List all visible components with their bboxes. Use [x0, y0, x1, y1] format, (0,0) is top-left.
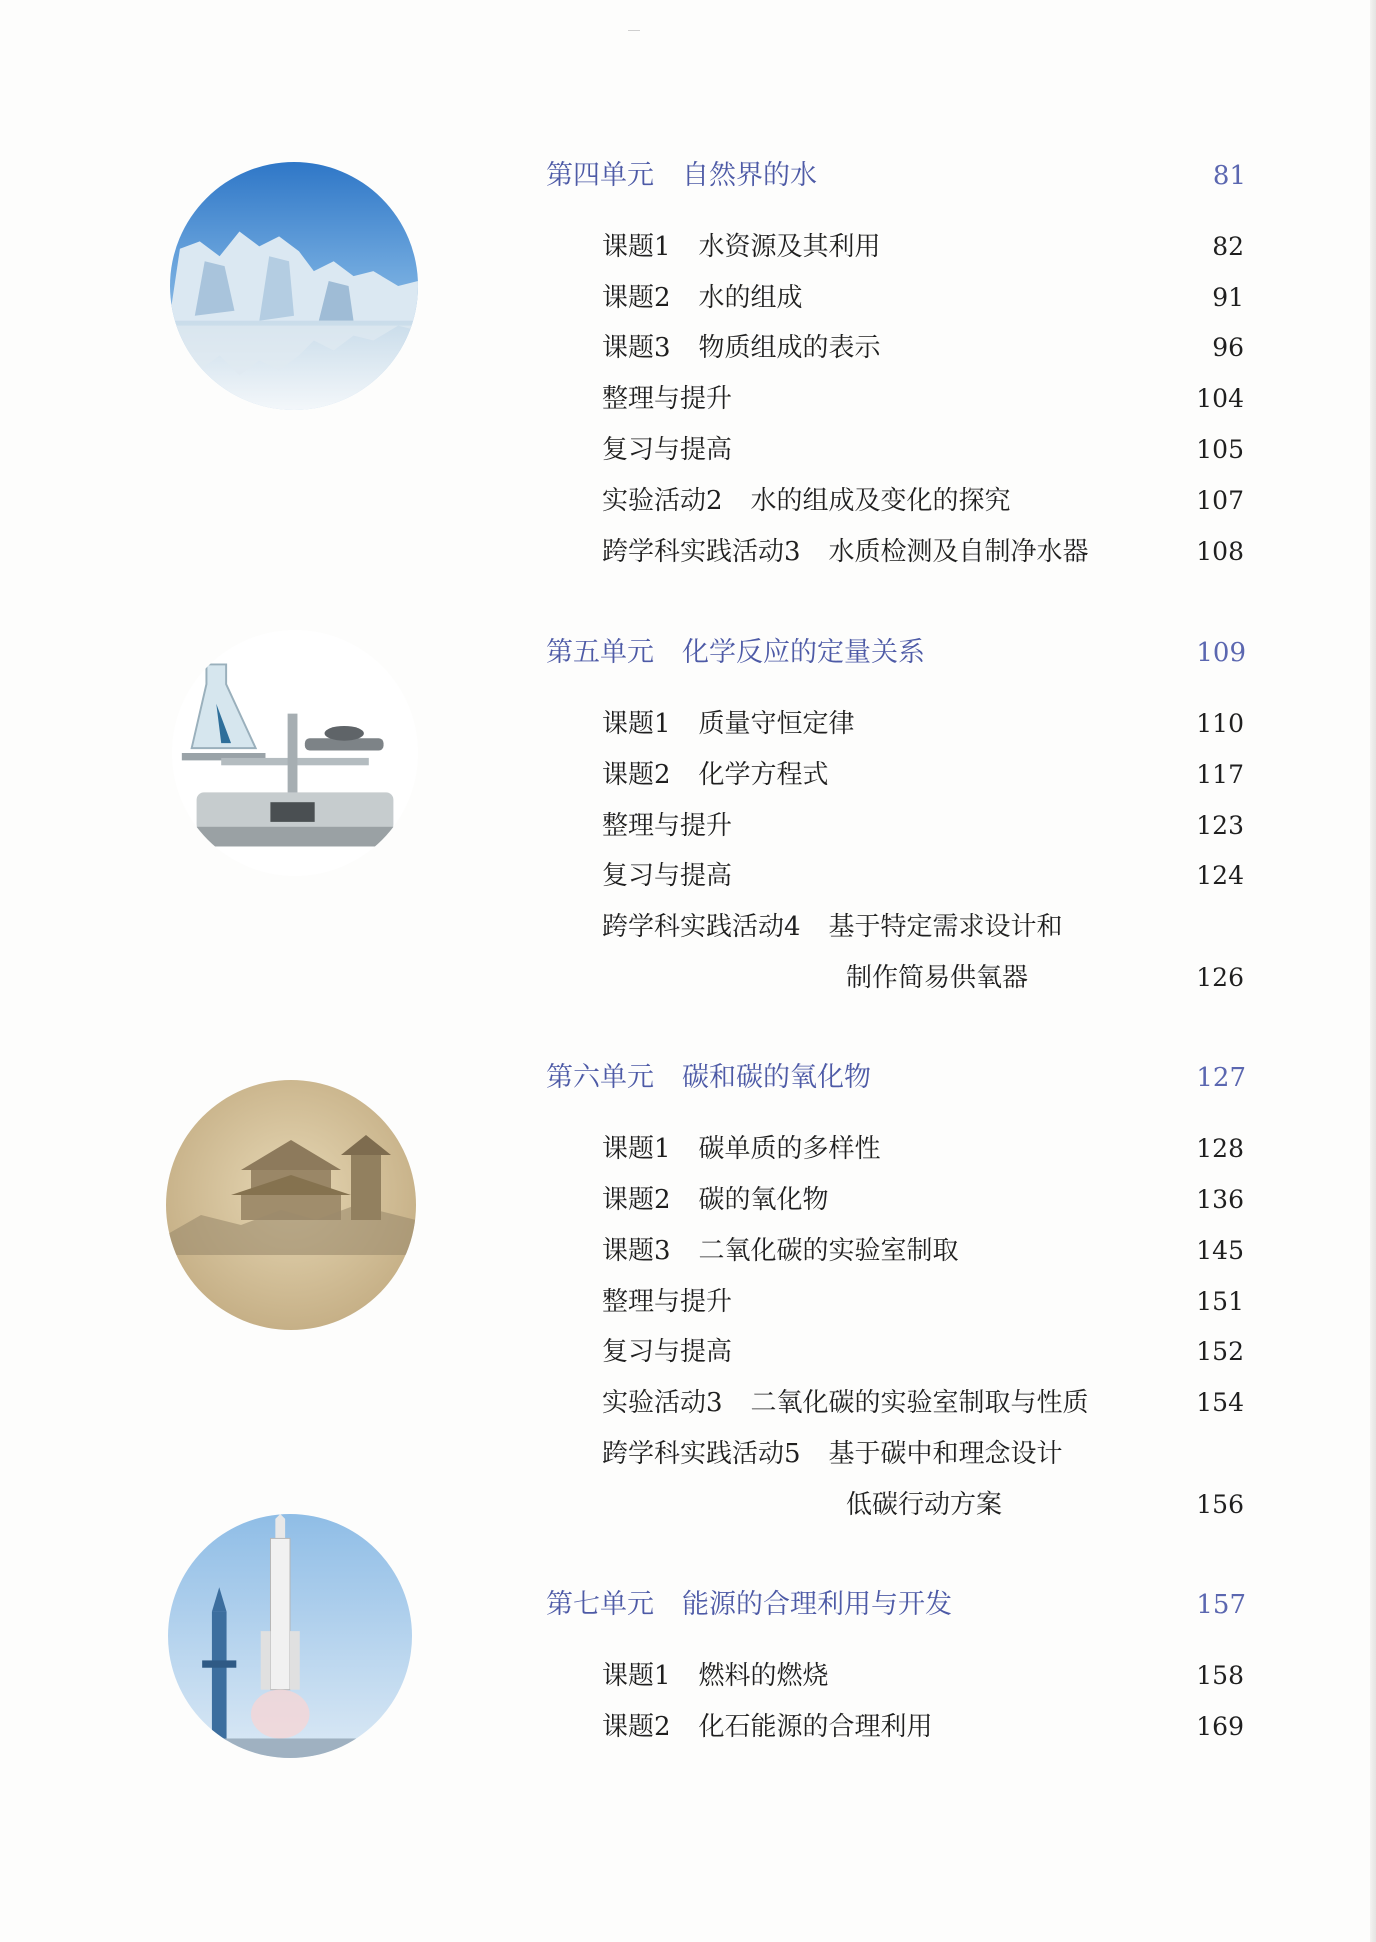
entry-label: 课题1 [602, 1134, 671, 1164]
entry-title: 碳的氧化物 [698, 1185, 829, 1215]
toc-entry [602, 276, 1244, 320]
ancient-painting-photo [166, 1080, 416, 1330]
unit-title [546, 1056, 1246, 1100]
entry-label: 跨学科实践活动5 [602, 1439, 801, 1469]
unit-page: 157 [1196, 1590, 1246, 1620]
entry-label: 课题2 [602, 283, 671, 313]
entry-page: 110 [1196, 709, 1244, 738]
entry-title: 低碳行动方案 [846, 1490, 1003, 1520]
toc-entry [602, 1229, 1244, 1273]
entry-label: 实验活动3 [602, 1388, 723, 1418]
unit-number: 第六单元 [546, 1062, 654, 1093]
entry-title: 水的组成及变化的探究 [750, 486, 1011, 516]
toc-entry [602, 225, 1244, 269]
unit-page: 127 [1196, 1063, 1246, 1093]
entry-page: 123 [1196, 811, 1244, 840]
balance-scale-photo [172, 630, 418, 876]
toc-entry-continuation [846, 956, 1244, 1000]
toc-entry [602, 905, 1244, 949]
entry-label: 课题2 [602, 1712, 671, 1742]
entry-label: 课题1 [602, 232, 671, 262]
entry-page: 128 [1196, 1134, 1244, 1163]
entry-title: 水的组成 [698, 283, 803, 313]
unit-number: 第四单元 [546, 160, 654, 191]
entry-label: 复习与提高 [602, 1337, 733, 1367]
toc-entry [602, 1280, 1244, 1324]
unit-title [546, 154, 1246, 198]
page-top-mark [628, 30, 640, 31]
toc-entry [602, 1705, 1244, 1749]
entry-title: 二氧化碳的实验室制取 [698, 1236, 959, 1266]
entry-label: 课题1 [602, 709, 671, 739]
rocket-launch-photo [168, 1514, 412, 1758]
page-edge-shadow [1370, 0, 1376, 1942]
toc-entry [602, 753, 1244, 797]
entry-page: 156 [1196, 1490, 1244, 1519]
entry-title: 物质组成的表示 [698, 333, 881, 363]
entry-label: 课题1 [602, 1661, 671, 1691]
entry-page: 126 [1196, 963, 1244, 992]
entry-label: 复习与提高 [602, 435, 733, 465]
entry-title: 制作简易供氧器 [846, 963, 1029, 993]
entry-label: 实验活动2 [602, 486, 723, 516]
toc-entry [602, 428, 1244, 472]
entry-label: 跨学科实践活动3 [602, 537, 801, 567]
entry-title: 燃料的燃烧 [698, 1661, 829, 1691]
entry-title: 水资源及其利用 [698, 232, 881, 262]
entry-title: 基于特定需求设计和 [828, 912, 1063, 942]
entry-page: 145 [1196, 1236, 1244, 1265]
entry-label: 跨学科实践活动4 [602, 912, 801, 942]
entry-label: 课题3 [602, 333, 671, 363]
unit-page: 109 [1196, 638, 1246, 668]
glacier-photo [170, 162, 418, 410]
entry-page: 117 [1196, 760, 1244, 789]
entry-title: 质量守恒定律 [698, 709, 855, 739]
entry-page: 96 [1212, 333, 1244, 362]
entry-page: 105 [1196, 435, 1244, 464]
toc-entry [602, 530, 1244, 574]
entry-label: 整理与提升 [602, 1287, 733, 1317]
unit-name: 能源的合理利用与开发 [682, 1589, 952, 1620]
entry-title: 二氧化碳的实验室制取与性质 [750, 1388, 1089, 1418]
toc-entry [602, 1330, 1244, 1374]
unit-name: 碳和碳的氧化物 [682, 1062, 871, 1093]
entry-page: 154 [1196, 1388, 1244, 1417]
toc-entry [602, 702, 1244, 746]
entry-page: 82 [1212, 232, 1244, 261]
toc-entry [602, 1178, 1244, 1222]
entry-title: 水质检测及自制净水器 [828, 537, 1089, 567]
entry-page: 152 [1196, 1337, 1244, 1366]
entry-label: 复习与提高 [602, 861, 733, 891]
unit-title [546, 631, 1246, 675]
toc-entry [602, 1127, 1244, 1171]
entry-title: 化学方程式 [698, 760, 829, 790]
unit-name: 自然界的水 [682, 160, 817, 191]
unit-number: 第五单元 [546, 637, 654, 668]
unit-number: 第七单元 [546, 1589, 654, 1620]
entry-page: 104 [1196, 384, 1244, 413]
unit-name: 化学反应的定量关系 [682, 637, 925, 668]
toc-entry [602, 1381, 1244, 1425]
toc-entry [602, 377, 1244, 421]
toc-entry [602, 1654, 1244, 1698]
entry-page: 136 [1196, 1185, 1244, 1214]
entry-title: 基于碳中和理念设计 [828, 1439, 1063, 1469]
toc-entry [602, 854, 1244, 898]
entry-label: 整理与提升 [602, 811, 733, 841]
entry-page: 108 [1196, 537, 1244, 566]
entry-title: 化石能源的合理利用 [698, 1712, 933, 1742]
entry-page: 107 [1196, 486, 1244, 515]
entry-page: 169 [1196, 1712, 1244, 1741]
unit-title [546, 1583, 1246, 1627]
entry-page: 124 [1196, 861, 1244, 890]
entry-page: 158 [1196, 1661, 1244, 1690]
entry-label: 课题2 [602, 760, 671, 790]
toc-entry-continuation [846, 1483, 1244, 1527]
toc-entry [602, 326, 1244, 370]
entry-page: 91 [1212, 283, 1244, 312]
unit-page: 81 [1212, 161, 1246, 191]
toc-entry [602, 1432, 1244, 1476]
entry-page: 151 [1196, 1287, 1244, 1316]
toc-entry [602, 804, 1244, 848]
entry-label: 课题2 [602, 1185, 671, 1215]
entry-title: 碳单质的多样性 [698, 1134, 881, 1164]
toc-entry [602, 479, 1244, 523]
entry-label: 课题3 [602, 1236, 671, 1266]
entry-label: 整理与提升 [602, 384, 733, 414]
